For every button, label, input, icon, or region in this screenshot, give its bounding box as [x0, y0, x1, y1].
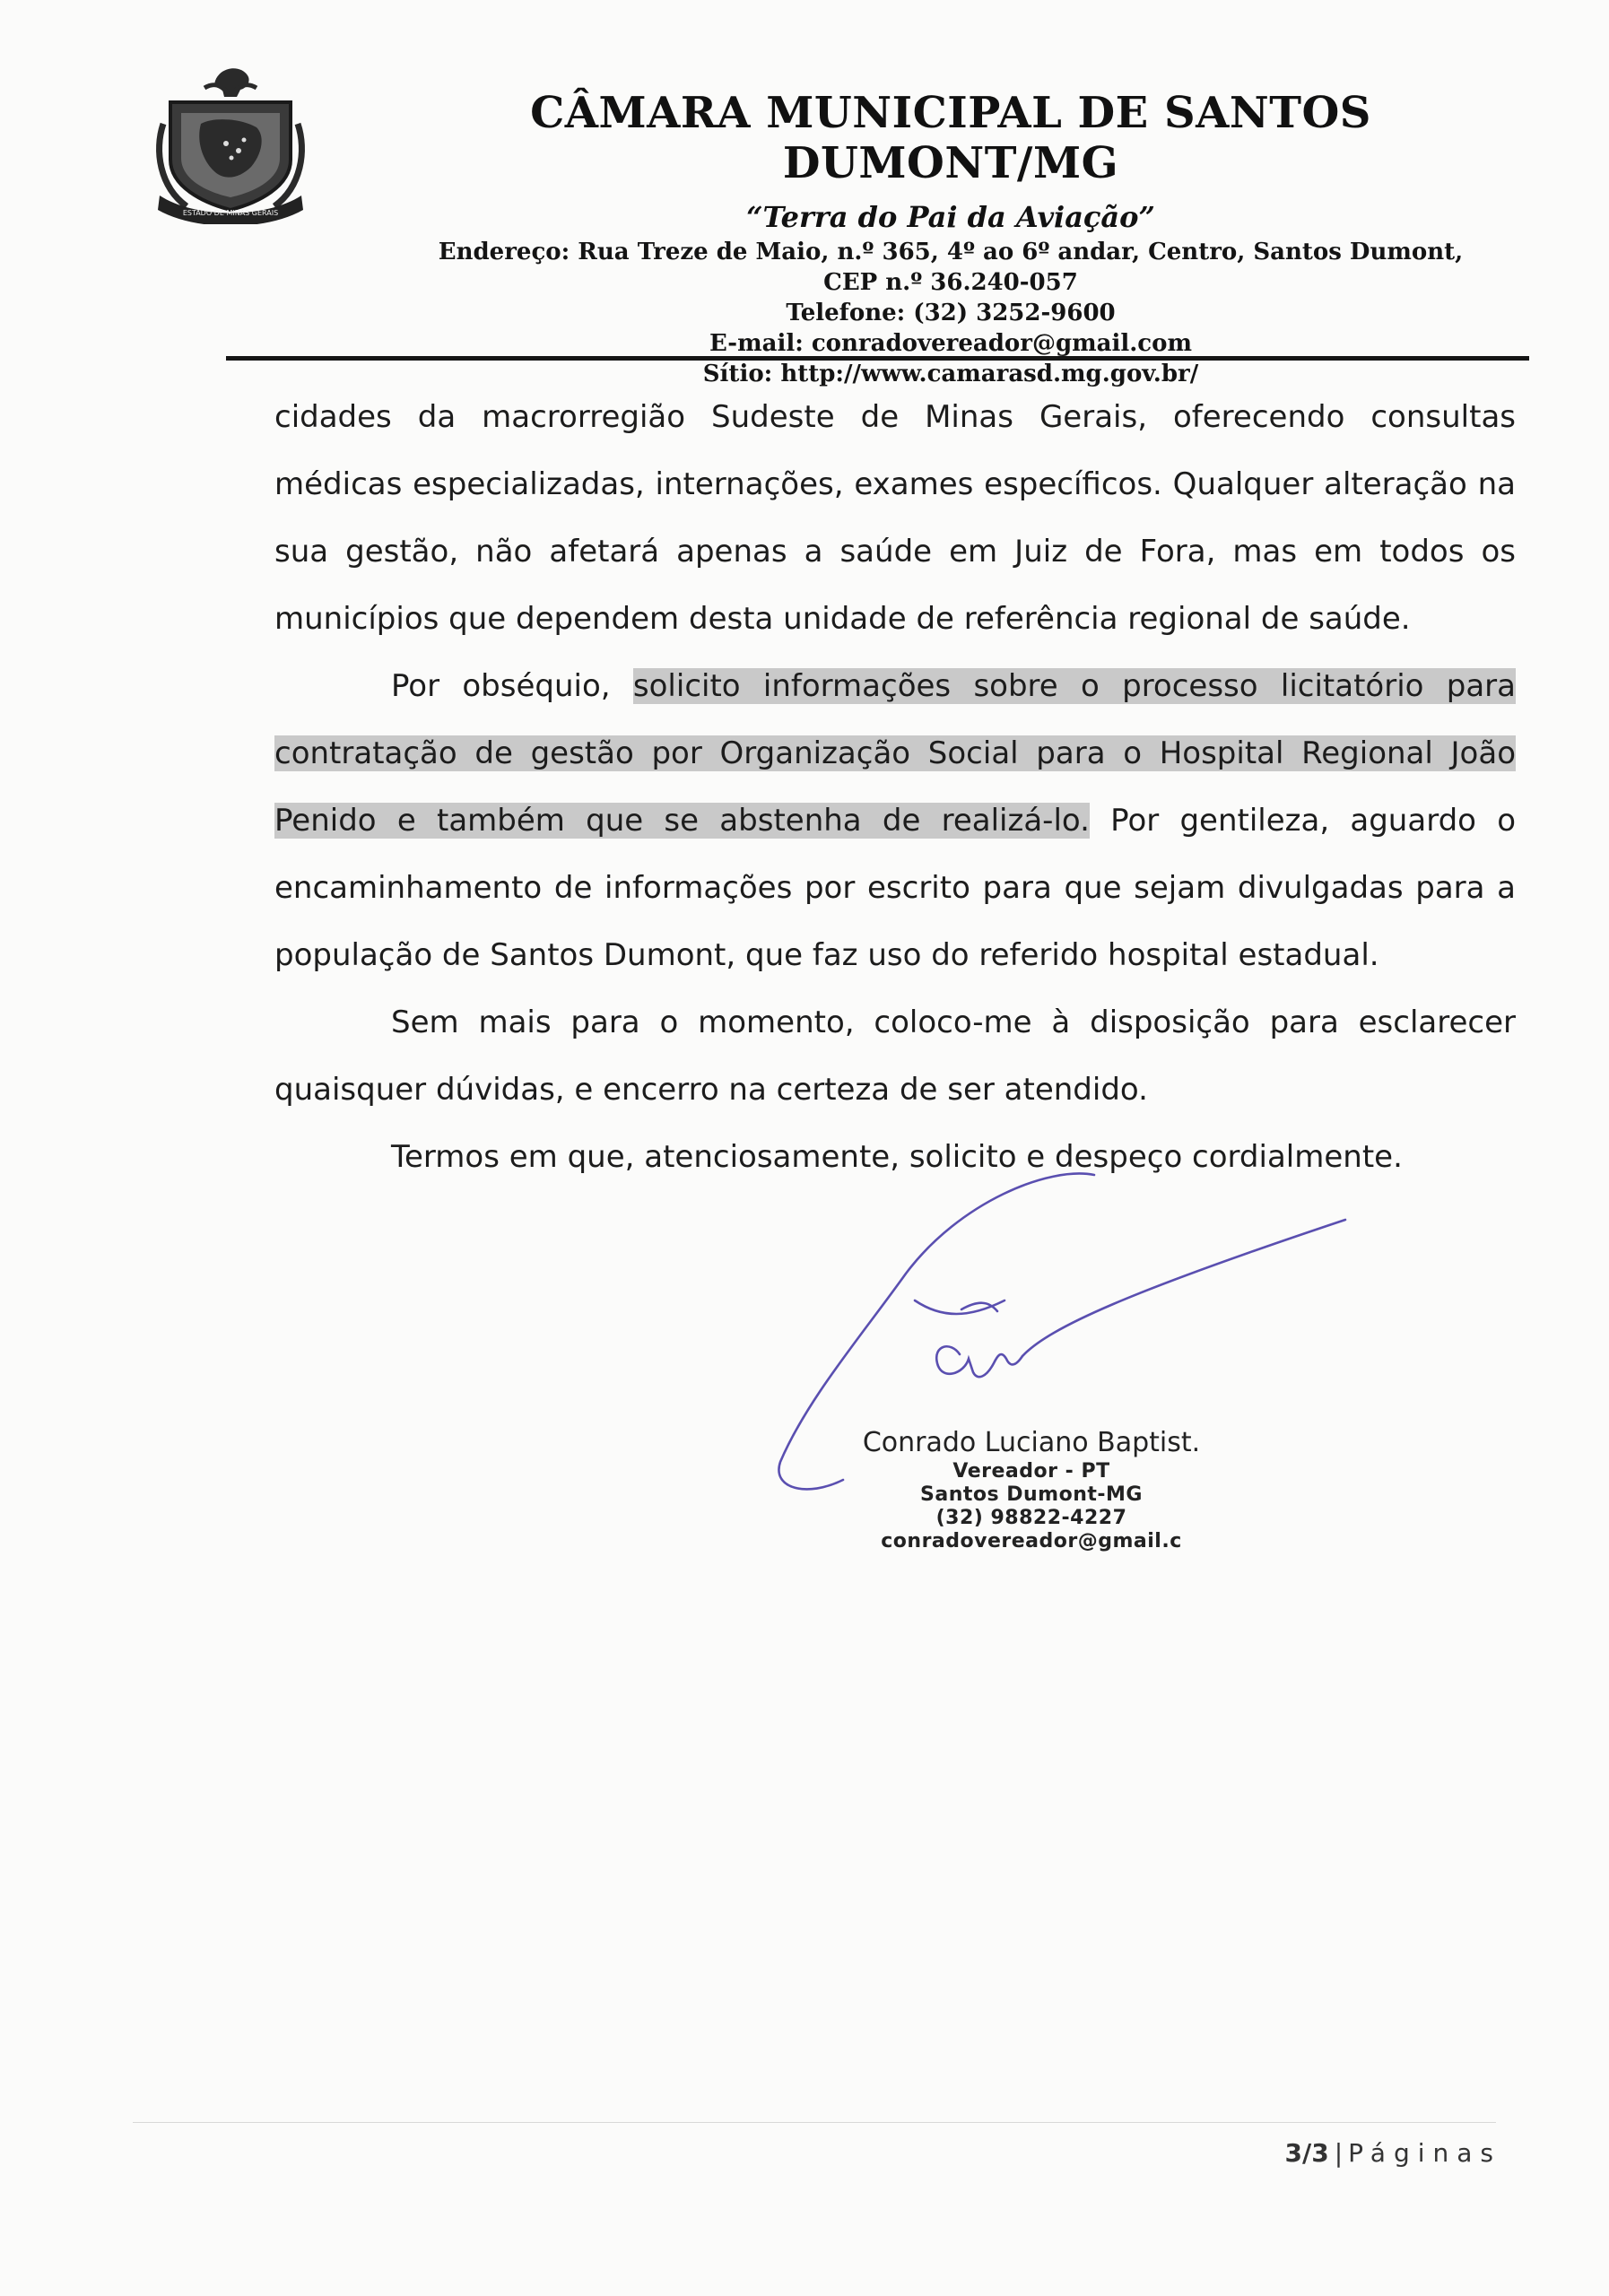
paragraph-2: [274, 653, 1516, 989]
paragraph-2-lead: Por obséquio,: [391, 668, 633, 704]
signer-role: Vereador - PT: [952, 1460, 1110, 1483]
signer-email: conradovereador@gmail.c: [881, 1530, 1182, 1552]
phone-line: Telefone: (32) 3252-9600: [786, 300, 1116, 326]
organization-motto: “Terra do Pai da Aviação”: [746, 200, 1155, 234]
page-indicator: [1277, 2138, 1501, 2168]
footer-divider: [133, 2122, 1496, 2123]
email-line: E-mail: conradovereador@gmail.com: [709, 330, 1192, 357]
paragraph-4: Termos em que, atenciosamente, solicito e despeço cordialmente.: [391, 1139, 1403, 1175]
paragraph-2-rest: Por gentileza, aguardo o encaminhamento de informações por escrito para que sejam divulgadas para a população de Santos Dumont, que faz uso do referido hospital estadual.: [274, 803, 1516, 973]
signature-block: [807, 1426, 1256, 1553]
highlighted-request: solicito informações sobre o processo licitatório para contratação de gestão por Organização Social para o Hospital Regional João Penido e também que se abstenha de realizá-lo.: [274, 668, 1516, 839]
paragraph-3: Sem mais para o momento, coloco-me à disposição para esclarecer quaisquer dúvidas, e encerro na certeza de ser atendido.: [274, 1004, 1516, 1108]
signer-phone: (32) 98822-4227: [935, 1507, 1127, 1529]
letter-body: [274, 384, 1516, 1191]
coat-of-arms-icon: [151, 61, 310, 224]
page-label: Páginas: [1348, 2138, 1501, 2168]
paragraph-1: cidades da macrorregião Sudeste de Minas Gerais, oferecendo consultas médicas especializadas, internações, exames específicos. Qualquer alteração na sua gestão, não afetará apenas a saúde em Juiz de Fora, mas em todos os municípios que dependem desta unidade de referência regional de saúde.: [274, 399, 1516, 637]
organization-name: CÂMARA MUNICIPAL DE SANTOS DUMONT/MG: [530, 88, 1371, 188]
letterhead: [377, 88, 1525, 389]
signer-name: Conrado Luciano Baptist.: [862, 1427, 1201, 1458]
signer-city: Santos Dumont-MG: [920, 1483, 1143, 1506]
address-line-2: CEP n.º 36.240-057: [823, 269, 1078, 296]
svg-text:ESTADO DE MINAS GERAIS: ESTADO DE MINAS GERAIS: [182, 209, 279, 217]
contact-info: [377, 237, 1525, 389]
page-separator: |: [1334, 2138, 1344, 2168]
page-number: 3/3: [1284, 2138, 1329, 2168]
header-divider: [226, 356, 1529, 361]
address-line-1: Endereço: Rua Treze de Maio, n.º 365, 4º ao 6º andar, Centro, Santos Dumont,: [438, 239, 1464, 265]
website-line: Sítio: http://www.camarasd.mg.gov.br/: [702, 361, 1199, 387]
